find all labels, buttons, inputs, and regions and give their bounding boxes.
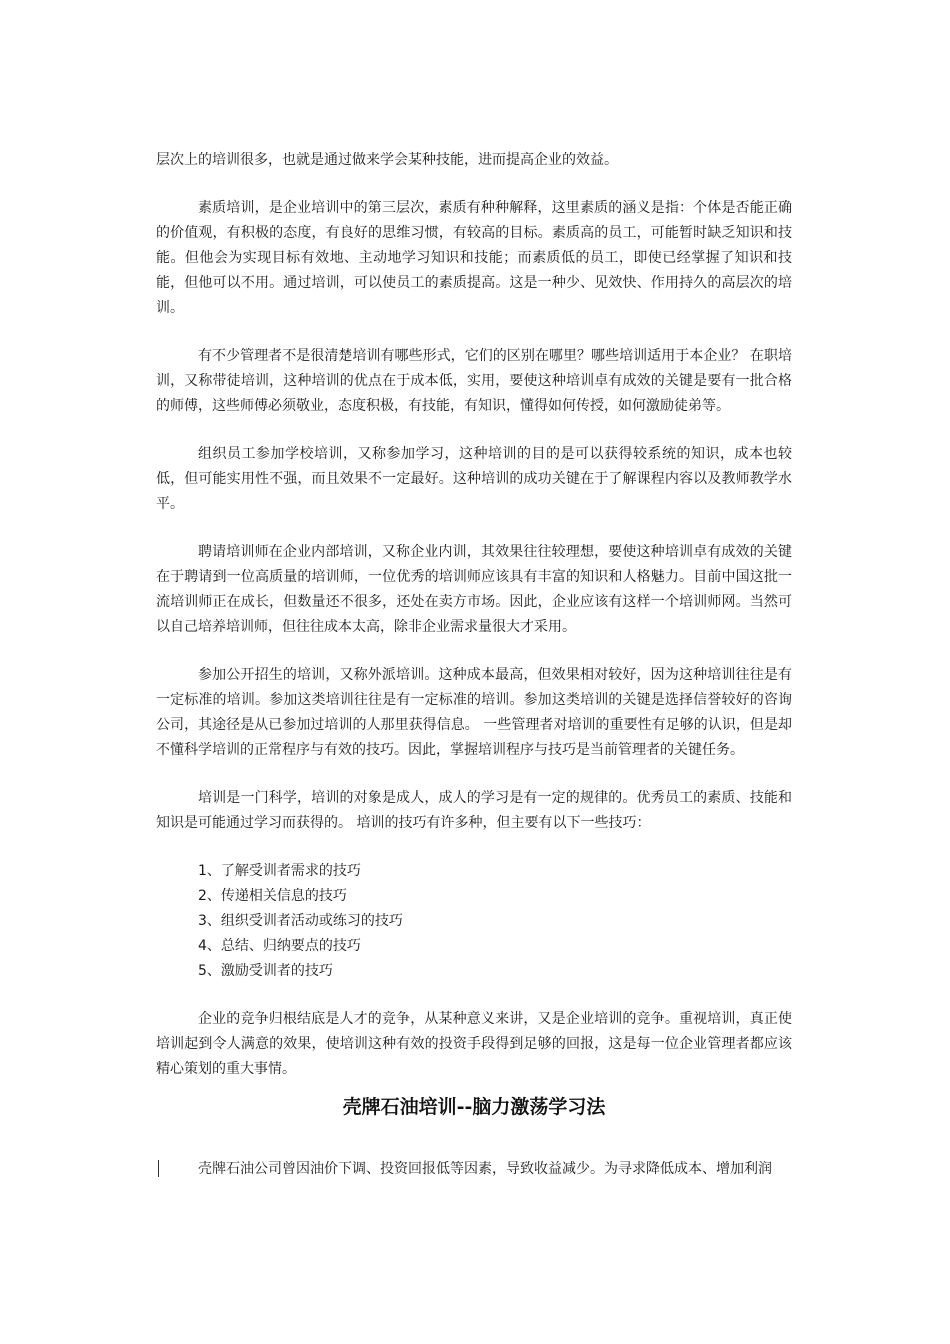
paragraph: 聘请培训师在企业内部培训，又称企业内训，其效果往往较理想，要使这种培训卓有成效的关键在于聘请到一位高质量的培训师，一位优秀的培训师应该具有丰富的知识和人格魅力。目前中国这批一流培训师正在成长，但数量还不很多，还处在卖方市场。因此，企业应该有这样一个培训师网。当然可以自己培养培训师，但往往成本太高，除非企业需求量很大才采用。 [156, 544, 792, 635]
paragraph: 壳牌石油公司曾因油价下调、投资回报低等因素，导致收益减少。为寻求降低成本、增加利润 [198, 1161, 772, 1177]
list-item: 2、传递相关信息的技巧 [198, 888, 347, 904]
paragraph: 培训是一门科学，培训的对象是成人，成人的学习是有一定的规律的。优秀员工的素质、技能和知识是可能通过学习而获得的。 培训的技巧有许多种，但主要有以下一些技巧： [156, 790, 792, 831]
paragraph: 企业的竞争归根结底是人才的竞争，从某种意义来讲，又是企业培训的竞争。重视培训，真正使培训起到令人满意的效果，使培训这种有效的投资手段得到足够的回报，这是每一位企业管理者都应该精心策划的重大事情。 [156, 1011, 792, 1077]
list-item: 5、激励受训者的技巧 [198, 963, 333, 979]
text-cursor [158, 1160, 159, 1177]
section-heading: 壳牌石油培训--脑力激荡学习法 [342, 1096, 606, 1118]
paragraph: 素质培训，是企业培训中的第三层次，素质有种种解释，这里素质的涵义是指：个体是否能正确的价值观，有积极的态度，有良好的思维习惯，有较高的目标。素质高的员工，可能暂时缺乏知识和技能。但他会为实现目标有效地、主动地学习知识和技能；而素质低的员工，即使已经掌握了知识和技能，但他可以不用。通过培训，可以使员工的素质提高。这是一种少、见效快、作用持久的高层次的培训。 [156, 200, 792, 316]
list-item: 1、了解受训者需求的技巧 [198, 863, 361, 879]
document-body [156, 148, 792, 1182]
paragraph: 参加公开招生的培训，又称外派培训。这种成本最高，但效果相对较好，因为这种培训往往是有一定标准的培训。参加这类培训往往是有一定标准的培训。参加这类培训的关键是选择信誉较好的咨询公司，其途径是从已参加过培训的人那里获得信息。 一些管理者对培训的重要性有足够的认识，但是却不懂科学培训的正常程序与有效的技巧。因此，掌握培训程序与技巧是当前管理者的关键任务。 [156, 667, 792, 758]
list-item: 4、总结、归纳要点的技巧 [198, 938, 361, 954]
paragraph: 组织员工参加学校培训，又称参加学习，这种培训的目的是可以获得较系统的知识，成本也较低，但可能实用性不强，而且效果不一定最好。这种培训的成功关键在于了解课程内容以及教师教学水平。 [156, 446, 792, 512]
paragraph: 有不少管理者不是很清楚培训有哪些形式，它们的区别在哪里？哪些培训适用于本企业？ 在职培训，又称带徒培训，这种培训的优点在于成本低，实用，要使这种培训卓有成效的关键是要有一批合格的师傅，这些师傅必须敬业，态度积极，有技能，有知识，懂得如何传授，如何激励徒弟等。 [156, 348, 792, 414]
list-item: 3、组织受训者活动或练习的技巧 [198, 913, 403, 929]
technique-list [156, 859, 792, 984]
paragraph: 层次上的培训很多，也就是通过做来学会某种技能，进而提高企业的效益。 [156, 152, 618, 168]
